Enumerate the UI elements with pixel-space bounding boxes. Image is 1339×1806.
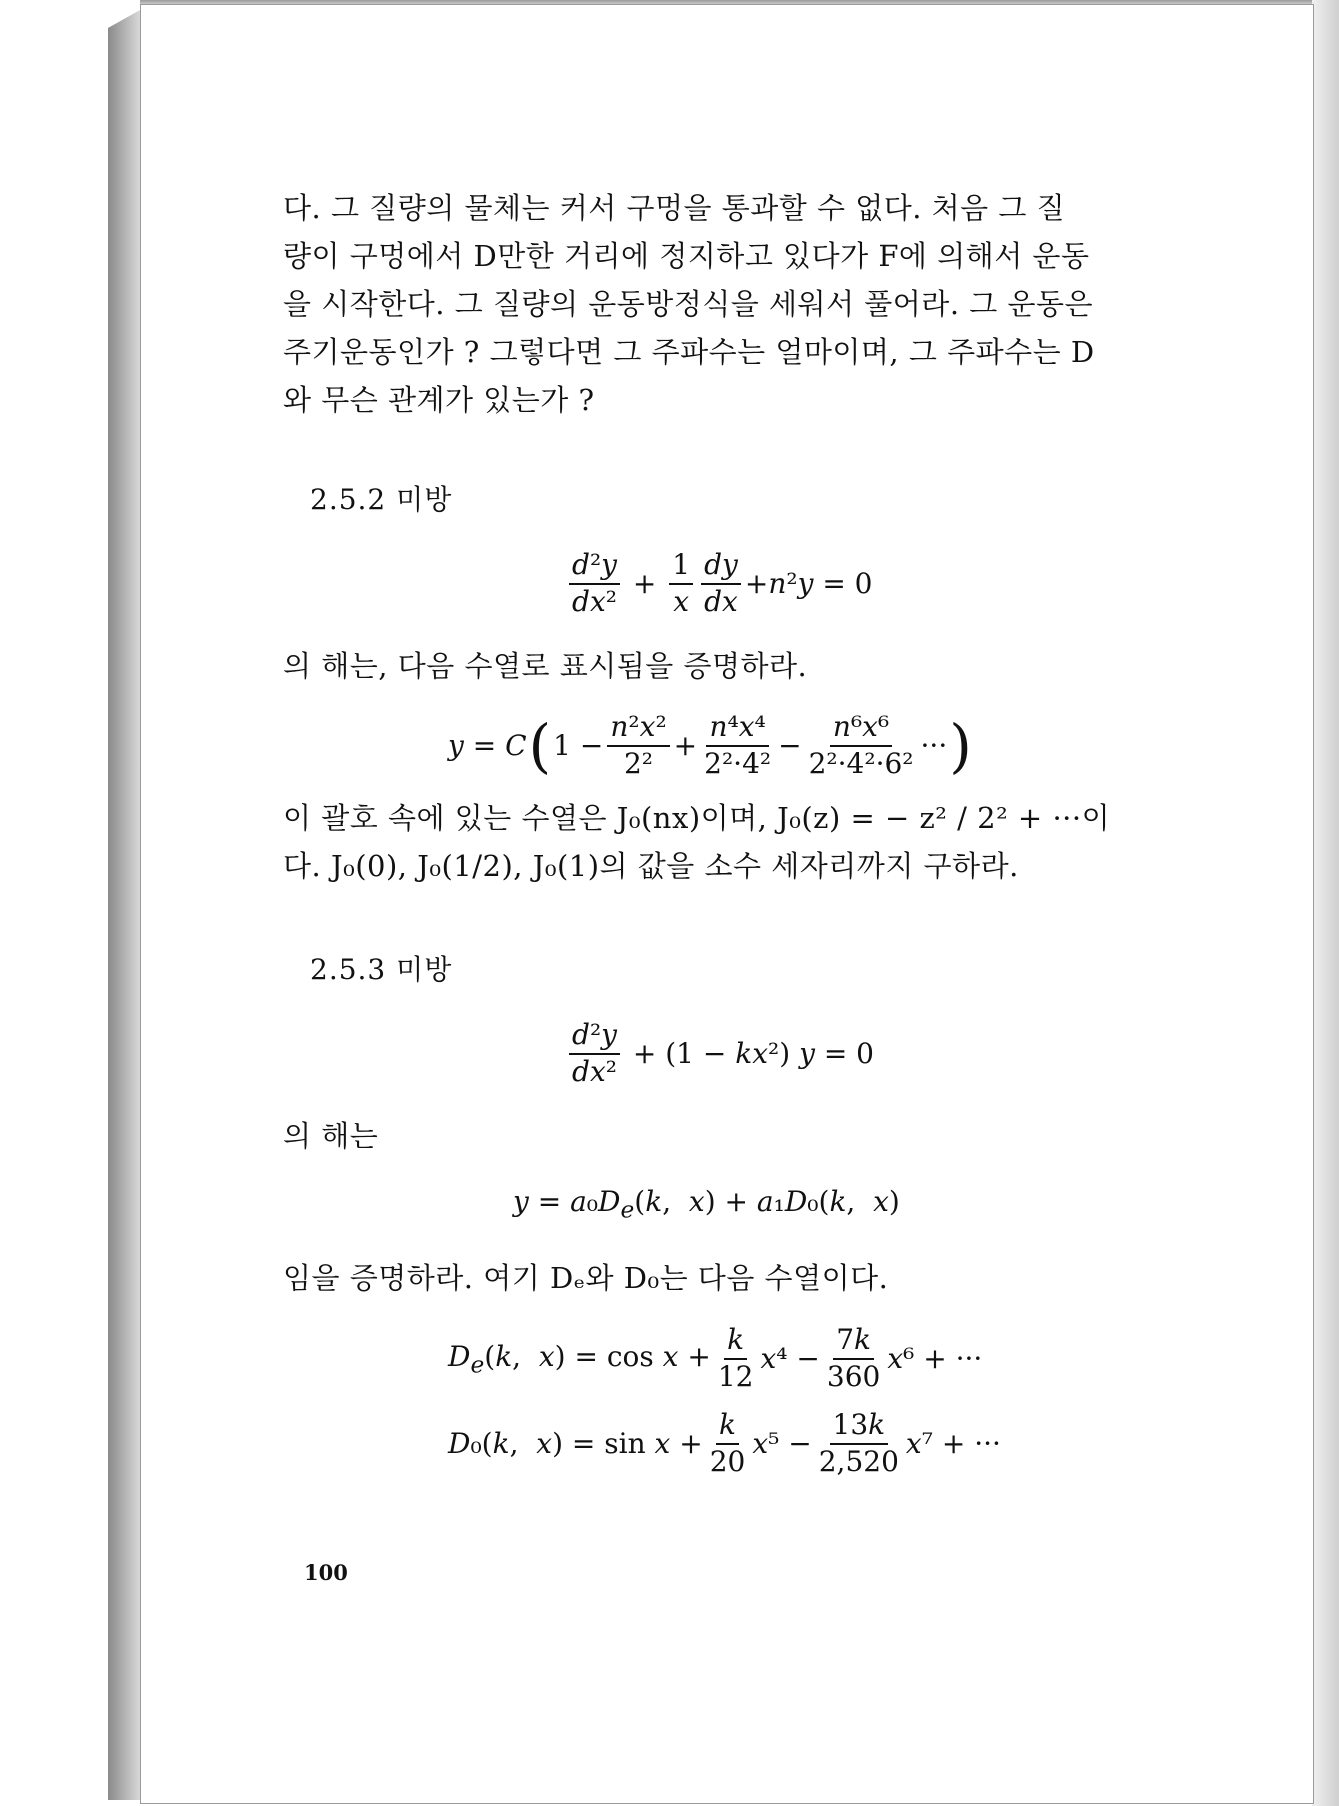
problem-2-5-2-note-line: 이 괄호 속에 있는 수열은 J₀(nx)이며, J₀(z) = − z² / 2² + ···이 (283, 801, 1111, 835)
series-De: $D_e(k$, x) = cos x + $\frac{k}{12}$ x⁴ − $\frac{7k}{360}$ x⁶ + ··· (448, 1323, 983, 1393)
series-Do: D₀(k, x) = sin x + $\frac{k}{20}$ x⁵ − $\frac{13k}{2,520}$ x⁷ + ··· (448, 1408, 1001, 1478)
problem-2-5-2-instruction: 의 해는, 다음 수열로 표시됨을 증명하라. (283, 649, 808, 683)
problem-2-5-1-paragraph (283, 184, 1193, 424)
problem-2-5-2-note-line: 다. J₀(0), J₀(1/2), J₀(1)의 값을 소수 세자리까지 구하라. (283, 849, 1019, 883)
problem-2-5-3-equation: $\frac{\text{d²y}}{\text{dx²}}$ + (1 − kx²) y = 0 (565, 1020, 874, 1088)
paragraph-line: 와 무슨 관계가 있는가 ? (283, 383, 595, 417)
paragraph-line: 주기운동인가 ? 그렇다면 그 주파수는 얼마이며, 그 주파수는 D (283, 335, 1095, 369)
book-right-edge (1312, 0, 1339, 1806)
problem-2-5-2-series: y = C ( 1 − $\frac{\text{n²x²}}{\text{2²}}$ + $\frac{\text{n⁴x⁴}}{\text{2²·4²}}$ − $\frac{\text{n⁶x⁶}}{\text{2²·4²·6²}}$ ··· ) (448, 710, 972, 780)
problem-2-5-2-heading: 2.5.2 미방 (310, 483, 453, 516)
problem-2-5-3-text: 임을 증명하라. 여기 Dₑ와 D₀는 다음 수열이다. (283, 1261, 889, 1295)
problem-2-5-3-heading: 2.5.3 미방 (310, 953, 453, 986)
problem-2-5-3-solution: $y = a_0D_e(k$, x) + a₁D₀(k, x) (513, 1185, 900, 1224)
paragraph-line: 을 시작한다. 그 질량의 운동방정식을 세워서 풀어라. 그 운동은 (283, 287, 1094, 321)
book-spine (108, 10, 140, 1800)
page-number: 100 (304, 1560, 348, 1585)
paragraph-line: 량이 구멍에서 D만한 거리에 정지하고 있다가 F에 의해서 운동 (283, 239, 1090, 273)
paragraph-line: 다. 그 질량의 물체는 커서 구멍을 통과할 수 없다. 처음 그 질 (283, 191, 1066, 225)
problem-2-5-2-equation: $\frac{\text{d²y}}{\text{dx²}}$ + $\frac{1}{x}$ $\frac{dy}{dx}$ +n²y = 0 (565, 550, 873, 618)
problem-2-5-3-instruction: 의 해는 (283, 1119, 379, 1153)
